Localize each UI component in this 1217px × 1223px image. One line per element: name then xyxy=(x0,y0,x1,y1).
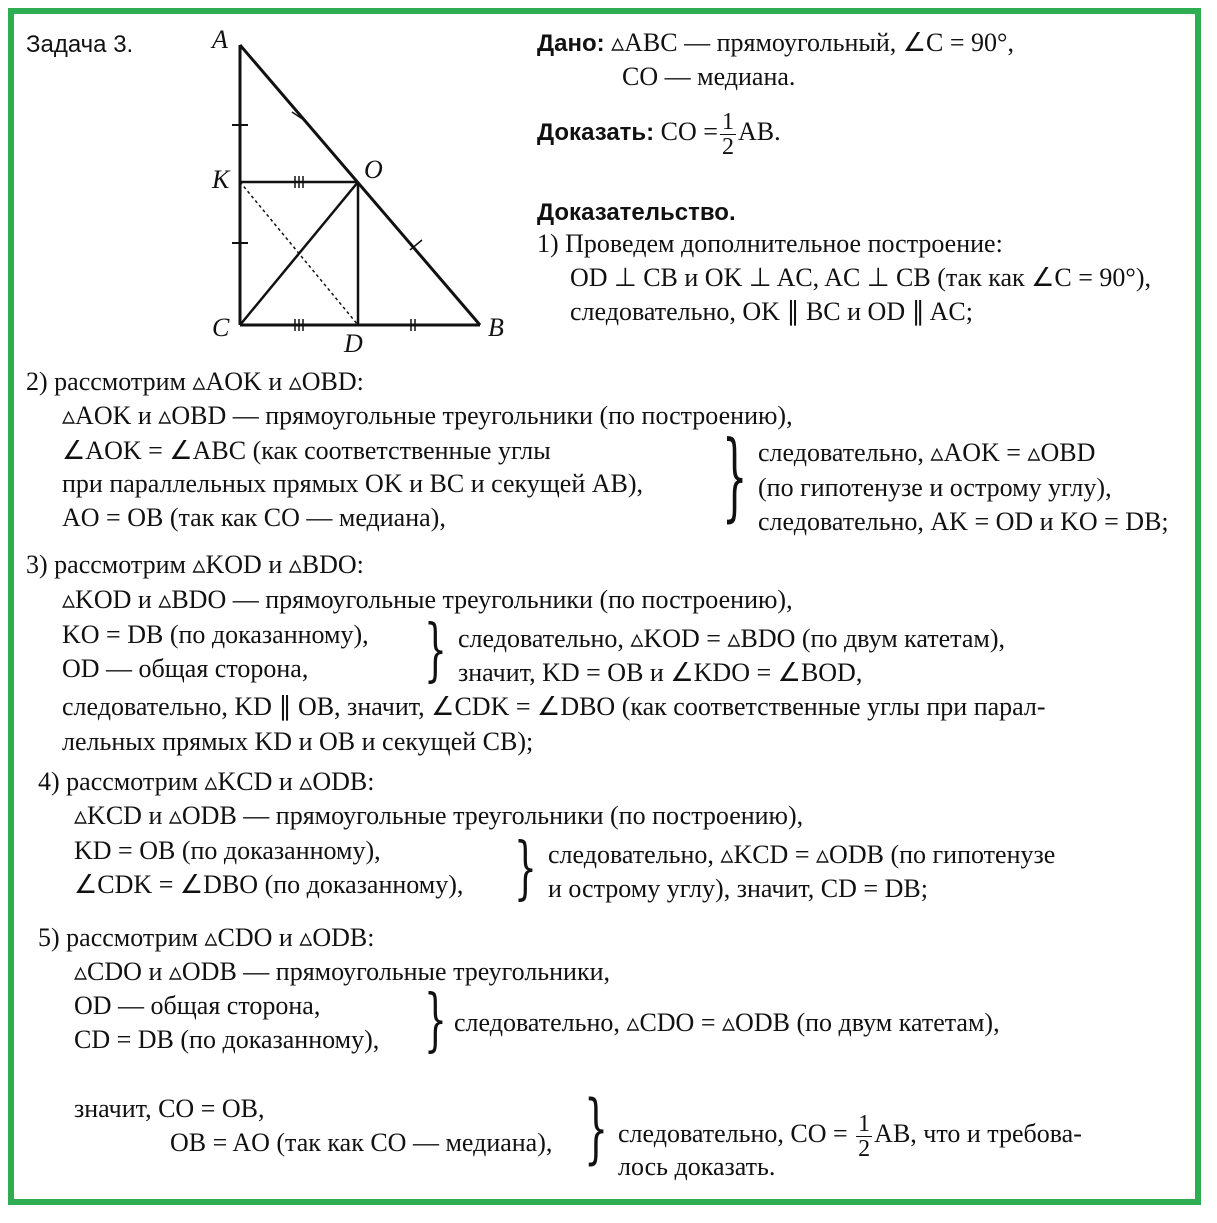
conclusion-l1: значит, CO = OB, xyxy=(74,1094,265,1123)
step5-head: 5) рассмотрим ▵CDO и ▵ODB: xyxy=(38,923,375,952)
step4-r2: и острому углу), значит, CD = DB; xyxy=(548,874,928,903)
prove-suffix: AB. xyxy=(737,117,781,146)
conclusion-numerator: 1 xyxy=(858,1110,871,1137)
conclusion-denominator: 2 xyxy=(858,1135,871,1162)
step2-l2: ∠AOK = ∠ABC (как соответственные углы xyxy=(62,436,551,465)
label-b: B xyxy=(488,313,504,342)
step4-r1: следовательно, ▵KCD = ▵ODB (по гипотенузе xyxy=(548,840,1056,869)
step5-brace: } xyxy=(424,982,447,1061)
step2-r2: (по гипотенузе и острому углу), xyxy=(758,473,1112,502)
conclusion-brace: } xyxy=(584,1084,609,1172)
step2-l4: AO = OB (так как CO — медиана), xyxy=(62,503,446,532)
step1-line1: 1) Проведем дополнительное построение: xyxy=(537,229,1003,258)
step3-r2: значит, KD = OB и ∠KDO = ∠BOD, xyxy=(458,658,863,687)
conclusion-fraction xyxy=(856,1112,872,1161)
step5-l3: CD = DB (по доказанному), xyxy=(74,1025,380,1054)
given-line2: CO — медиана. xyxy=(622,62,796,91)
prove-line xyxy=(537,104,781,161)
prove-prefix: CO = xyxy=(660,117,718,146)
prove-denominator: 2 xyxy=(721,133,734,160)
step5-r1: следовательно, ▵CDO = ▵ODB (по двум катетам), xyxy=(454,1008,1000,1037)
step3-l4: следовательно, KD ∥ OB, значит, ∠CDK = ∠DBO (как соответственные углы при парал- xyxy=(62,692,1046,721)
step2-r3: следовательно, AK = OD и KO = DB; xyxy=(758,507,1169,536)
step3-brace: } xyxy=(424,612,447,691)
step4-l2: KD = OB (по доказанному), xyxy=(74,836,381,865)
step4-brace: } xyxy=(514,830,537,909)
step2-l3: при параллельных прямых OK и BC и секущей AB), xyxy=(62,469,644,498)
step1-line3: следовательно, OK ∥ BC и OD ∥ AC; xyxy=(570,297,973,326)
given-line1 xyxy=(537,28,1014,59)
prove-numerator: 1 xyxy=(721,108,734,135)
step3-l5: лельных прямых KD и OB и секущей CB); xyxy=(62,727,534,756)
label-k: K xyxy=(212,165,230,194)
given-label: Дано: xyxy=(537,30,605,57)
step3-l3: OD — общая сторона, xyxy=(62,654,309,683)
step2-l1: ▵AOK и ▵OBD — прямоугольные треугольники (по построению), xyxy=(62,401,793,430)
step2-brace: } xyxy=(722,422,748,534)
step3-l1: ▵KOD и ▵BDO — прямоугольные треугольники (по построению), xyxy=(62,585,793,614)
step5-l2: OD — общая сторона, xyxy=(74,991,321,1020)
prove-label: Доказать: xyxy=(537,119,655,146)
label-c: C xyxy=(212,313,230,342)
label-d: D xyxy=(344,329,363,358)
step2-r1: следовательно, ▵AOK = ▵OBD xyxy=(758,438,1096,467)
step4-head: 4) рассмотрим ▵KCD и ▵ODB: xyxy=(38,767,375,796)
step2-head: 2) рассмотрим ▵AOK и ▵OBD: xyxy=(26,367,364,396)
label-o: O xyxy=(364,155,383,184)
step3-head: 3) рассмотрим ▵KOD и ▵BDO: xyxy=(26,550,364,579)
conclusion-l2: OB = AO (так как CO — медиана), xyxy=(170,1128,553,1157)
given-text: ▵ABC — прямоугольный, ∠C = 90°, xyxy=(611,28,1014,57)
conclusion-r1-suffix: AB, что и требова- xyxy=(874,1119,1082,1148)
step1-line2: OD ⊥ CB и OK ⊥ AC, AC ⊥ CB (так как ∠C = 90°), xyxy=(570,263,1151,292)
conclusion-r2: лось доказать. xyxy=(618,1152,776,1181)
step4-l1: ▵KCD и ▵ODB — прямоугольные треугольники (по построению), xyxy=(74,801,804,830)
label-a: A xyxy=(212,25,228,54)
task-title: Задача 3. xyxy=(26,31,134,58)
triangle-diagram xyxy=(200,25,504,358)
step5-l1: ▵CDO и ▵ODB — прямоугольные треугольники, xyxy=(74,957,611,986)
prove-fraction xyxy=(720,110,736,159)
step3-r1: следовательно, ▵KOD = ▵BDO (по двум катетам), xyxy=(458,624,1006,653)
proof-title: Доказательство. xyxy=(537,199,736,226)
conclusion-r1-prefix: следовательно, CO = xyxy=(618,1119,848,1148)
step4-l3: ∠CDK = ∠DBO (по доказанному), xyxy=(74,870,464,899)
step3-l2: KO = DB (по доказанному), xyxy=(62,620,369,649)
